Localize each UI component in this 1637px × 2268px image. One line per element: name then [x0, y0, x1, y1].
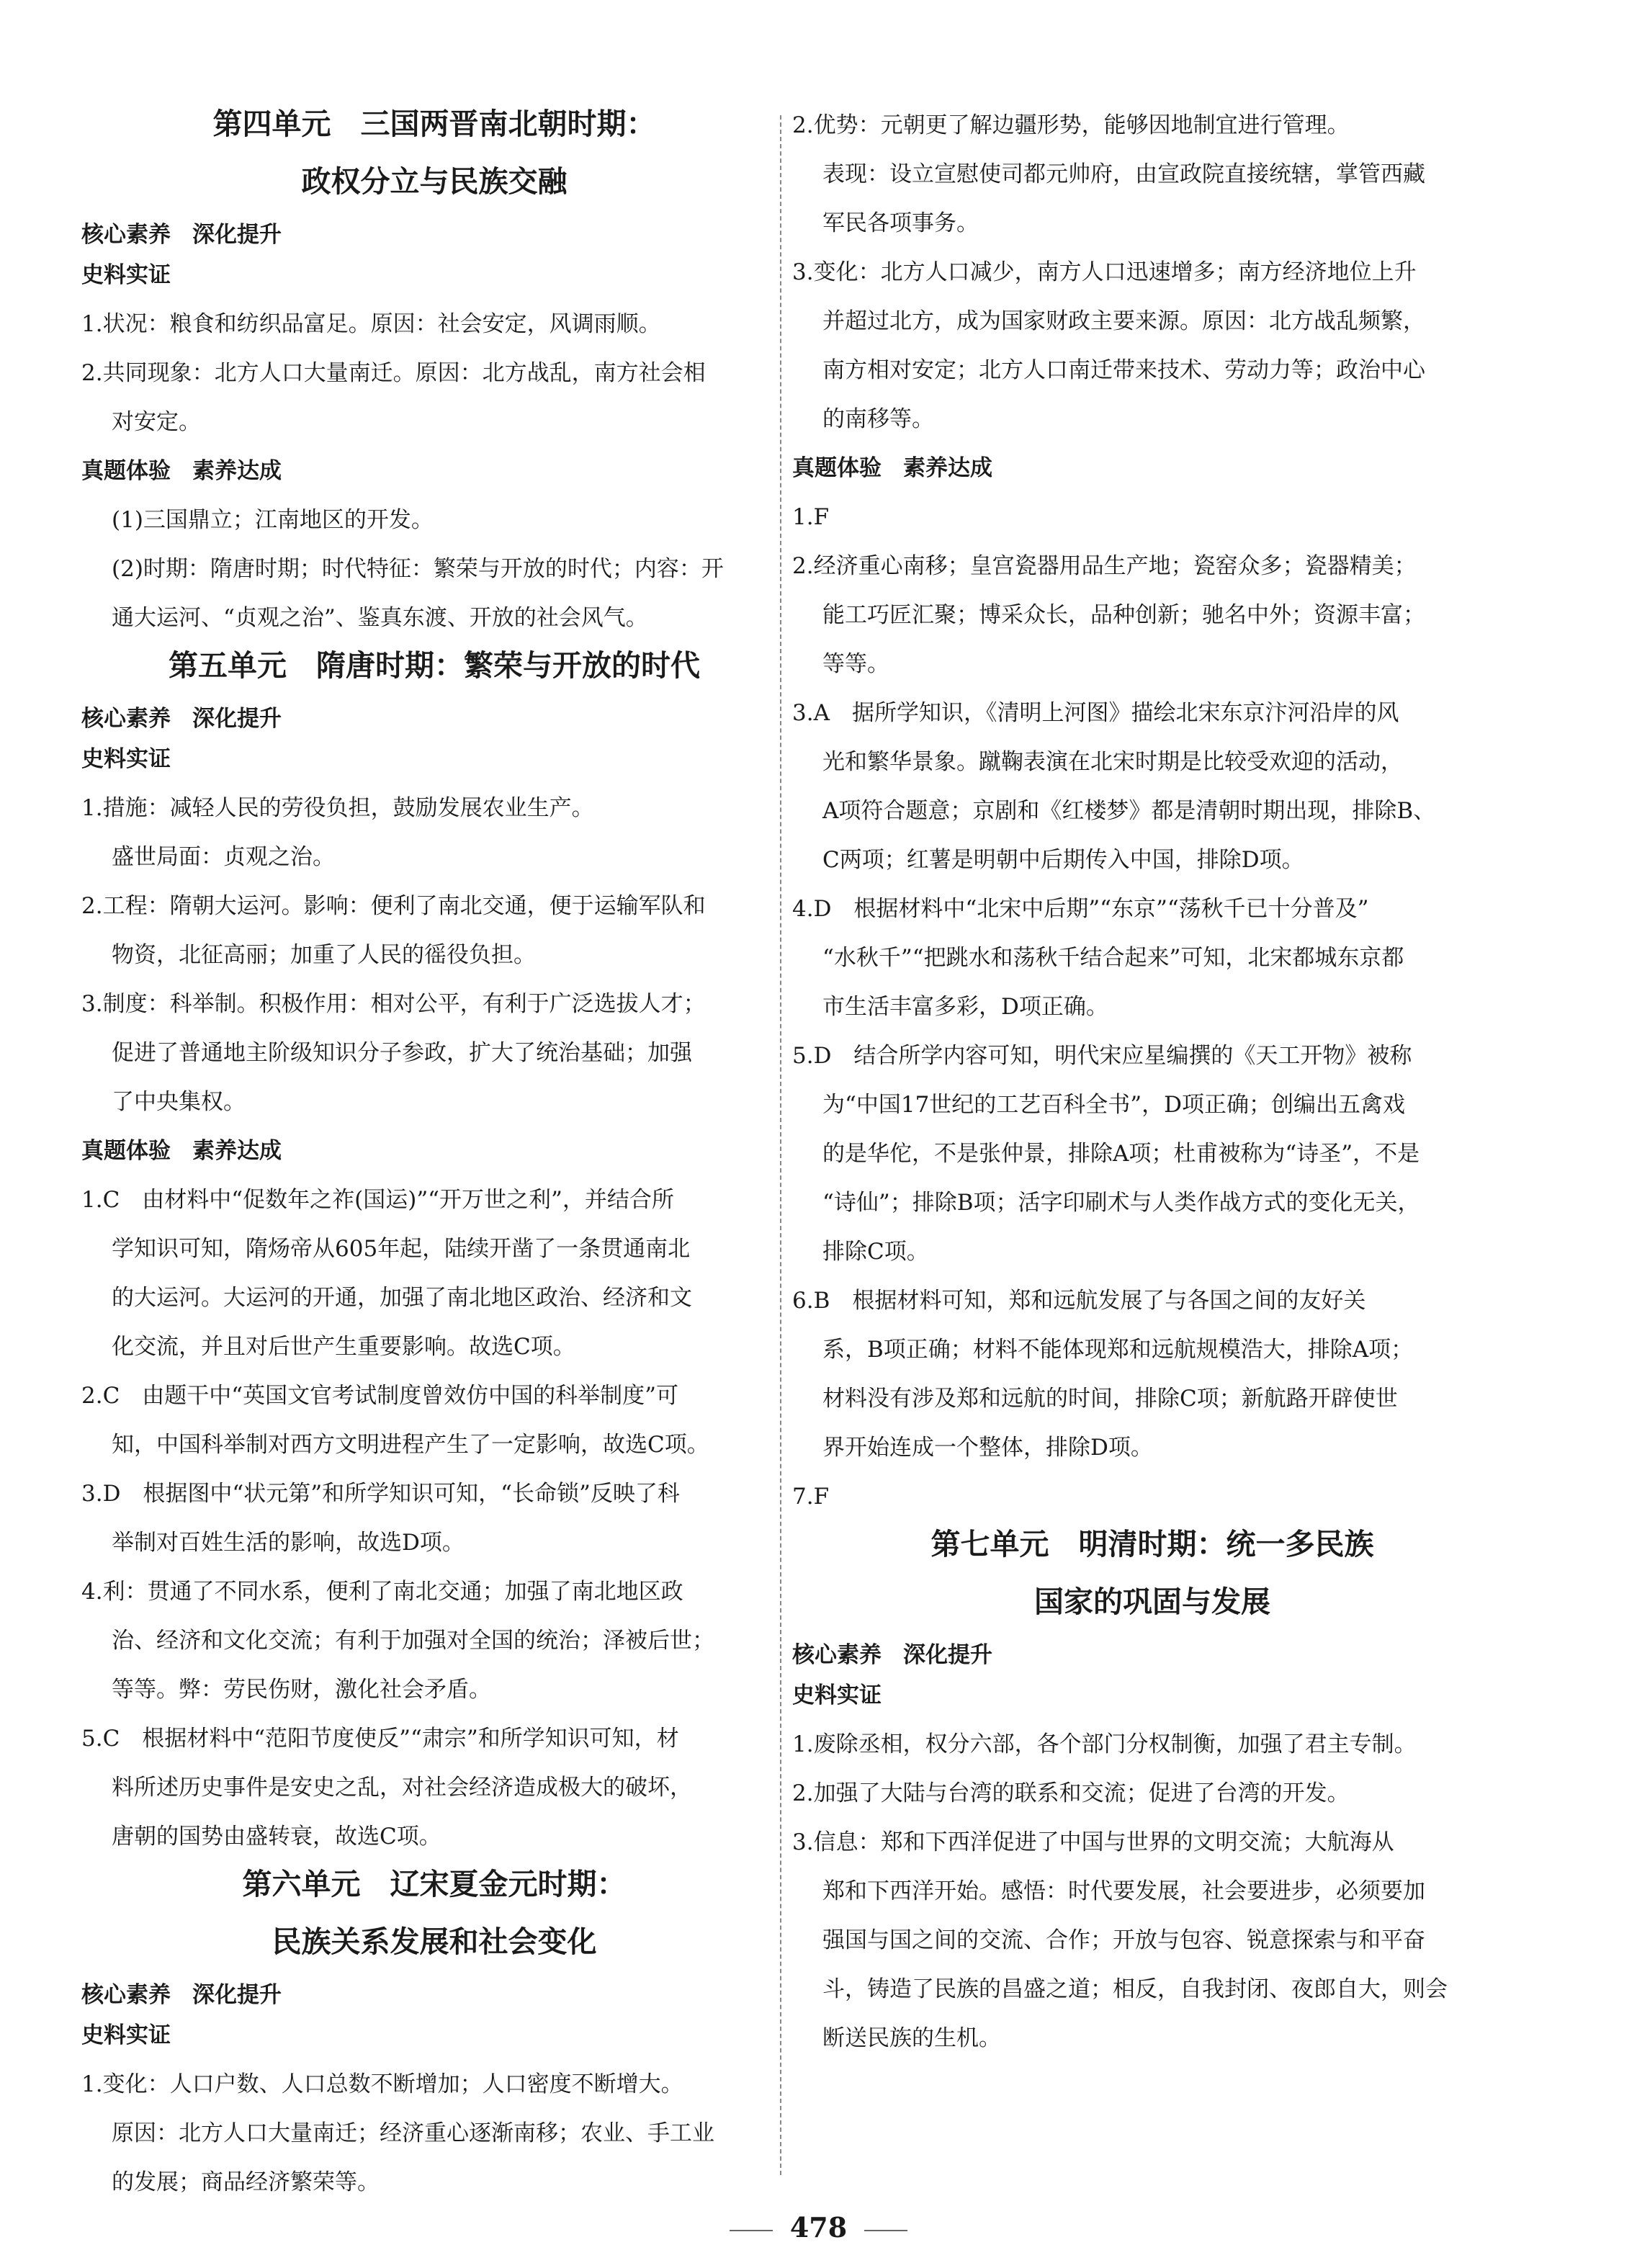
- section-heading-part: 真题体验: [81, 458, 171, 484]
- answer-item: [792, 493, 1512, 542]
- answer-item: [81, 1567, 787, 1714]
- unit-title-line: 第六单元 辽宋夏金元时期：: [242, 1867, 627, 1901]
- answer-line: 学知识可知，隋炀帝从605年起，陆续开凿了一条贯通南北: [112, 1236, 691, 1262]
- unit-title-line: 第四单元 三国两晋南北朝时期：: [212, 107, 656, 141]
- section-heading-part: 素养达成: [192, 458, 282, 484]
- answer-line: 强国与国之间的交流、合作；开放与包容、锐意探索与和平奋: [822, 1927, 1425, 1953]
- answer-line: 6.B 根据材料可知，郑和远航发展了与各国之间的友好关: [792, 1288, 1366, 1314]
- section-heading-part: 核心素养: [792, 1642, 882, 1668]
- section-heading-part: 核心素养: [81, 706, 171, 732]
- answer-line: 1.措施：减轻人民的劳役负担，鼓励发展农业生产。: [81, 795, 594, 821]
- answer-line: 为“中国17世纪的工艺百科全书”，D项正确；创编出五禽戏: [822, 1092, 1405, 1118]
- answer-line: 3.A 据所学知识，《清明上河图》描绘北宋东京汴河沿岸的风: [792, 700, 1399, 726]
- answer-item: [81, 1469, 787, 1567]
- section-heading-part: 素养达成: [903, 455, 992, 481]
- answer-item: [81, 544, 787, 642]
- unit-title: [81, 645, 787, 686]
- answer-item: [81, 496, 787, 544]
- section-heading-part: 核心素养: [81, 222, 171, 248]
- section-heading-part: 史料实证: [81, 2022, 171, 2048]
- section-heading: [81, 259, 787, 291]
- answer-line: 5.D 结合所学内容可知，明代宋应星编撰的《天工开物》被称: [792, 1043, 1412, 1069]
- answer-item: [792, 101, 1512, 248]
- answer-line: 1.C 由材料中“促数年之祚(国运)”“开万世之利”，并结合所: [81, 1187, 674, 1213]
- footer-dash-left: [730, 2230, 773, 2231]
- answer-item: [792, 1769, 1512, 1818]
- unit-title: [81, 104, 787, 202]
- answer-line: 的发展；商品经济繁荣等。: [112, 2169, 380, 2195]
- answer-line: 2.共同现象：北方人口大量南迁。原因：北方战乱，南方社会相: [81, 360, 706, 386]
- footer-dash-right: [864, 2230, 907, 2231]
- answer-line: 1.F: [792, 504, 830, 530]
- section-heading-part: 史料实证: [81, 262, 171, 288]
- answer-line: 1.状况：粮食和纺织品富足。原因：社会安定，风调雨顺。: [81, 311, 661, 337]
- section-heading: [81, 743, 787, 775]
- section-heading: [81, 2020, 787, 2051]
- unit-title-line: 第七单元 明清时期：统一多民族: [930, 1527, 1374, 1561]
- section-heading: [792, 1680, 1512, 1711]
- answer-item: [792, 689, 1512, 884]
- answer-item: [81, 882, 787, 980]
- answer-item: [792, 542, 1512, 689]
- section-heading-part: 素养达成: [192, 1138, 282, 1164]
- answer-item: [792, 1720, 1512, 1769]
- answer-line: “水秋千”“把跳水和荡秋千结合起来”可知，北宋都城东京都: [822, 945, 1404, 971]
- answer-line: 郑和下西洋开始。感悟：时代要发展，社会要进步，必须要加: [822, 1878, 1425, 1904]
- answer-line: 并超过北方，成为国家财政主要来源。原因：北方战乱频繁，: [822, 308, 1425, 334]
- answer-line: 1.废除丞相，权分六部，各个部门分权制衡，加强了君主专制。: [792, 1731, 1417, 1757]
- unit-title: [792, 1524, 1512, 1622]
- answer-item: [81, 1714, 787, 1861]
- answer-line: 的是华佗，不是张仲景，排除A项；杜甫被称为“诗圣”，不是: [822, 1141, 1420, 1167]
- section-heading-part: 深化提升: [192, 1982, 282, 2008]
- answer-line: 盛世局面：贞观之治。: [112, 844, 335, 870]
- answer-line: 军民各项事务。: [822, 210, 979, 236]
- answer-line: 2.加强了大陆与台湾的联系和交流；促进了台湾的开发。: [792, 1780, 1350, 1806]
- answer-line: C两项；红薯是明朝中后期传入中国，排除D项。: [822, 847, 1304, 873]
- answer-line: A项符合题意；京剧和《红楼梦》都是清朝时期出现，排除B、: [822, 798, 1436, 824]
- page-number-footer: [0, 2211, 1637, 2244]
- answer-line: 界开始连成一个整体，排除D项。: [822, 1435, 1153, 1461]
- answer-line: 7.F: [792, 1484, 830, 1510]
- section-heading: [81, 1135, 787, 1167]
- section-heading: [81, 703, 787, 735]
- answer-line: 能工巧匠汇聚；博采众长，品种创新；驰名中外；资源丰富；: [822, 602, 1425, 628]
- answer-line: 光和繁华景象。蹴鞠表演在北宋时期是比较受欢迎的活动，: [822, 749, 1403, 775]
- left-column: [81, 101, 787, 2207]
- answer-line: 通大运河、“贞观之治”、鉴真东渡、开放的社会风气。: [112, 605, 648, 631]
- answer-line: 4.D 根据材料中“北宋中后期”“东京”“荡秋千已十分普及”: [792, 896, 1369, 922]
- section-heading-part: 史料实证: [81, 746, 171, 772]
- page-number: 478: [789, 2211, 848, 2244]
- answer-item: [81, 349, 787, 447]
- answer-line: 系，B项正确；材料不能体现郑和远航规模浩大，排除A项；: [822, 1337, 1414, 1363]
- answer-line: 料所述历史事件是安史之乱，对社会经济造成极大的破坏，: [112, 1775, 692, 1801]
- answer-line: 2.优势：元朝更了解边疆形势，能够因地制宜进行管理。: [792, 112, 1350, 138]
- answer-line: 1.变化：人口户数、人口总数不断增加；人口密度不断增大。: [81, 2071, 683, 2097]
- answer-line: 3.D 根据图中“状元第”和所学知识可知，“长命锁”反映了科: [81, 1481, 680, 1507]
- answer-line: 促进了普通地主阶级知识分子参政，扩大了统治基础；加强: [112, 1040, 692, 1066]
- answer-line: 排除C项。: [822, 1239, 929, 1265]
- answer-line: “诗仙”；排除B项；活字印刷术与人类作战方式的变化无关，: [822, 1190, 1420, 1216]
- answer-item: [792, 248, 1512, 444]
- answer-line: 4.利：贯通了不同水系，便利了南北交通；加强了南北地区政: [81, 1579, 683, 1605]
- answer-item: [792, 1276, 1512, 1472]
- answer-line: 等等。弊：劳民伤财，激化社会矛盾。: [112, 1677, 491, 1703]
- answer-line: 斗，铸造了民族的昌盛之道；相反，自我封闭、夜郎自大，则会: [822, 1976, 1448, 2002]
- answer-item: [81, 2060, 787, 2207]
- answer-line: 化交流，并且对后世产生重要影响。故选C项。: [112, 1334, 575, 1360]
- section-heading-part: 深化提升: [192, 706, 282, 732]
- answer-line: 市生活丰富多彩，D项正确。: [822, 994, 1108, 1020]
- unit-title: [81, 1864, 787, 1962]
- answer-line: 的南移等。: [822, 406, 934, 432]
- right-column: [792, 101, 1512, 2063]
- answer-item: [81, 1371, 787, 1469]
- answer-line: 对安定。: [112, 409, 201, 435]
- answer-line: 材料没有涉及郑和远航的时间，排除C项；新航路开辟使世: [822, 1386, 1398, 1412]
- answer-line: 了中央集权。: [112, 1089, 246, 1115]
- unit-title-line: 民族关系发展和社会变化: [272, 1924, 597, 1959]
- answer-line: 原因：北方人口大量南迁；经济重心逐渐南移；农业、手工业: [112, 2120, 714, 2146]
- answer-line: 2.C 由题干中“英国文官考试制度曾效仿中国的科举制度”可: [81, 1383, 678, 1409]
- section-heading: [792, 1639, 1512, 1671]
- answer-item: [792, 884, 1512, 1031]
- section-heading-part: 真题体验: [81, 1138, 171, 1164]
- answer-line: 3.变化：北方人口减少，南方人口迅速增多；南方经济地位上升: [792, 259, 1417, 285]
- section-heading-part: 史料实证: [792, 1682, 882, 1708]
- answer-item: [81, 980, 787, 1126]
- answer-item: [792, 1031, 1512, 1276]
- answer-line: 的大运河。大运河的开通，加强了南北地区政治、经济和文: [112, 1285, 692, 1311]
- answer-line: (2)时期：隋唐时期；时代特征：繁荣与开放的时代；内容：开: [112, 556, 724, 582]
- section-heading: [81, 1979, 787, 2011]
- answer-line: 南方相对安定；北方人口南迁带来技术、劳动力等；政治中心: [822, 357, 1425, 383]
- unit-title-line: 国家的巩固与发展: [1034, 1585, 1270, 1619]
- answer-item: [81, 1175, 787, 1371]
- answer-line: 物资，北征高丽；加重了人民的徭役负担。: [112, 942, 536, 968]
- answer-item: [792, 1818, 1512, 2063]
- section-heading: [81, 219, 787, 251]
- unit-title-line: 第五单元 隋唐时期：繁荣与开放的时代: [169, 648, 700, 683]
- answer-line: 3.信息：郑和下西洋促进了中国与世界的文明交流；大航海从: [792, 1829, 1394, 1855]
- section-heading-part: 深化提升: [192, 222, 282, 248]
- answer-line: 表现：设立宣慰使司都元帅府，由宣政院直接统辖，掌管西藏: [822, 161, 1425, 187]
- section-heading: [81, 455, 787, 487]
- answer-line: 3.制度：科举制。积极作用：相对公平，有利于广泛选拔人才；: [81, 991, 706, 1017]
- section-heading-part: 核心素养: [81, 1982, 171, 2008]
- section-heading-part: 真题体验: [792, 455, 882, 481]
- answer-line: 5.C 根据材料中“范阳节度使反”“肃宗”和所学知识可知，材: [81, 1726, 679, 1752]
- answer-line: 断送民族的生机。: [822, 2025, 1001, 2051]
- answer-line: 举制对百姓生活的影响，故选D项。: [112, 1530, 465, 1556]
- answer-line: 2.工程：隋朝大运河。影响：便利了南北交通，便于运输军队和: [81, 893, 706, 919]
- answer-line: 唐朝的国势由盛转衰，故选C项。: [112, 1824, 441, 1850]
- answer-line: 等等。: [822, 651, 889, 677]
- answer-line: 2.经济重心南移；皇宫瓷器用品生产地；瓷窑众多；瓷器精美；: [792, 553, 1417, 579]
- answer-item: [81, 784, 787, 882]
- answer-line: 知，中国科举制对西方文明进程产生了一定影响，故选C项。: [112, 1432, 709, 1458]
- answer-line: (1)三国鼎立；江南地区的开发。: [112, 507, 434, 533]
- answer-item: [792, 1472, 1512, 1521]
- answer-item: [81, 300, 787, 349]
- section-heading-part: 深化提升: [903, 1642, 992, 1668]
- section-heading: [792, 452, 1512, 484]
- unit-title-line: 政权分立与民族交融: [301, 164, 568, 199]
- answer-line: 治、经济和文化交流；有利于加强对全国的统治；泽被后世；: [112, 1628, 714, 1654]
